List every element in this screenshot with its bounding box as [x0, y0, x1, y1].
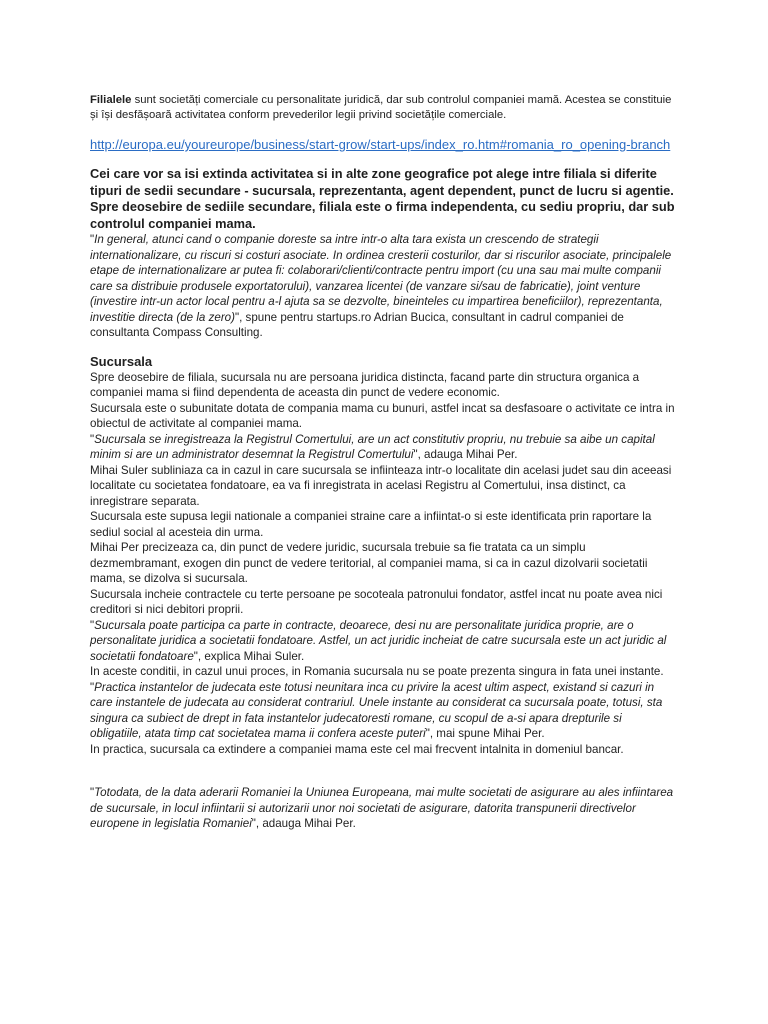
quote-bucica-text: In general, atunci cand o companie doreste sa intre intr-o alta tara exista un crescendo de strategii internationalizare, cu riscuri si costuri asociate. In ordinea cresterii costurilor, dar si riscurilor asociate, principalele etape de internationalizare ar putea fi: colaborari/clienti/contracte pentru import (cu una sau mai multe companii care sa distribuie produsele exportatorului), vanzarea licentei (de vanzare si/sau de fabricatie), joint venture (investire intr-un actor local pentru a-l ajuta sa se dezvolte, bineinteles cu impartirea beneficiilor), reprezentanta, investitie directa (de la zero): [90, 233, 672, 324]
section-heading-sucursala: Sucursala: [90, 353, 153, 369]
quote-practica-text: Practica instantelor de judecata este totusi neunitara inca cu privire la acest ultim aspect, existand si cazuri in care instantele de judecata au considerat contrariul. Unele instante au considerat ca sucursala poate, totusi, sta singura ca subiect de drept in fata instantelor judecatoresti romane, cu scopul de a-si apara drepturile si obligatiile, atata timp cat societatea mama ii confera aceste puteri: [90, 680, 663, 741]
quote-practica-attribution: ", mai spune Mihai Per.: [425, 727, 545, 741]
paragraph-4: Sucursala este supusa legii nationale a companiei straine care a infiintat-o si este identificata prin raportare la sediul social al acesteia din urma.: [90, 510, 652, 539]
quote-asigurare: "Totodata, de la data aderarii Romaniei la Uniunea Europeana, mai multe societati de asigurare au ales infiintarea de sucursale, in locul infiintarii si autorizarii unor noi societati de asigurare, datorita transpunerii directivelor europene in legislatia Romaniei", adauga Mihai Per.: [90, 786, 674, 831]
quote-registru-attribution: ", adauga Mihai Per.: [413, 448, 518, 462]
intro-lead-term: Filialele: [90, 94, 132, 106]
quote-asigurare-attribution: ", adauga Mihai Per.: [251, 817, 356, 831]
paragraph-1: Spre deosebire de filiala, sucursala nu are persoana juridica distincta, facand parte din structura organica a companiei mama si fiind dependenta de aceasta din punct de vedere economic.: [90, 370, 640, 400]
intro-text: sunt societăți comerciale cu personalitate juridică, dar sub controlul companiei mamă. Acestea se constituie și își desfășoară activitatea conform prevederilor legii privind societățile comerciale.: [90, 94, 672, 121]
quote-contracte: "Sucursala poate participa ca parte in contracte, deoarece, desi nu are personalitate juridica proprie, are o personalitate juridica a societatii fondatoare. Astfel, un act juridic incheiat de catre sucursala este un act juridic al societatii fondatoare", explica Mihai Suler.: [90, 618, 667, 663]
paragraph-3: Mihai Suler subliniaza ca in cazul in care sucursala se infiinteaza intr-o localitate din acelasi judet sau din aceeasi localitate cu societatea fondatoare, ea va fi inregistrata in acelasi Registru al Comertului, insa distinct, ca inregistrare separata.: [90, 463, 672, 508]
document-body: [90, 93, 675, 832]
quote-registru: "Sucursala se inregistreaza la Registrul Comertului, are un act constitutiv propriu, nu trebuie sa aibe un capital minim si are un administrator desemnat la Registrul Comertului", adauga Mihai Per.: [90, 432, 655, 462]
quote-registru-text: Sucursala se inregistreaza la Registrul Comertului, are un act constitutiv propriu, nu trebuie sa aibe un capital minim si are un administrator desemnat la Registrul Comertului: [90, 432, 655, 462]
paragraph-2: Sucursala este o subunitate dotata de compania mama cu bunuri, astfel incat sa desfasoare o activitate ce intra in obiectul de activitate al companiei mama.: [90, 401, 675, 431]
europa-link[interactable]: http://europa.eu/youreurope/business/start-grow/start-ups/index_ro.htm#romania_ro_opening-branch: [90, 137, 671, 152]
paragraph-7: In aceste conditii, in cazul unui proces, in Romania sucursala nu se poate prezenta singura in fata unei instante.: [90, 665, 664, 679]
quote-contracte-attribution: ", explica Mihai Suler.: [193, 649, 305, 663]
quote-practica: "Practica instantelor de judecata este totusi neunitara inca cu privire la acest ultim aspect, existand si cazuri in care instantele de judecata au considerat contrariul. Unele instante au considerat ca sucursala poate, totusi, sta singura ca subiect de drept in fata instantelor judecatoresti romane, cu scopul de a-si apara drepturile si obligatiile, atata timp cat societatea mama ii confera aceste puteri", mai spune Mihai Per.: [90, 680, 663, 741]
quote-contracte-text: Sucursala poate participa ca parte in contracte, deoarece, desi nu are personalitate juridica proprie, are o personalitate juridica a societatii fondatoare. Astfel, un act juridic incheiat de catre sucursala este un act juridic al societatii fondatoare: [90, 618, 667, 663]
paragraph-5: Mihai Per precizeaza ca, din punct de vedere juridic, sucursala trebuie sa fie tratata ca un simplu dezmembramant, exogen din punct de vedere teritorial, al companiei mama, si ca in cazul dizolvarii societatii mama, se dizolva si sucursala.: [90, 541, 648, 586]
paragraph-6: Sucursala incheie contractele cu terte persoane pe socoteala patronului fondator, astfel incat nu poate avea nici creditori si nici debitori proprii.: [90, 587, 663, 617]
intro-paragraph: [90, 93, 675, 123]
paragraph-8: In practica, sucursala ca extindere a companiei mama este cel mai frecvent intalnita in domeniul bancar.: [90, 742, 624, 756]
quote-bucica-attribution: ", spune pentru startups.ro Adrian Bucica, consultant in cadrul companiei de consultanta Compass Consulting.: [90, 310, 624, 340]
quote-bucica: "In general, atunci cand o companie doreste sa intre intr-o alta tara exista un crescendo de strategii internationalizare, cu riscuri si costuri asociate. In ordinea cresterii costurilor, dar si riscurilor asociate, principalele etape de internationalizare ar putea fi: colaborari/clienti/contracte pentru import (cu una sau mai multe companii care sa distribuie produsele exportatorului), vanzarea licentei (de vanzare si/sau de fabricatie), joint venture (investire intr-un actor local pentru a-l ajuta sa se dezvolte, bineinteles cu impartirea beneficiilor), reprezentanta, investitie directa (de la zero)", spune pentru startups.ro Adrian Bucica, consultant in cadrul companiei de consultanta Compass Consulting.: [90, 233, 672, 340]
bold-summary-paragraph: Cei care vor sa isi extinda activitatea si in alte zone geografice pot alege intre filiala si diferite tipuri de sedii secundare - sucursala, reprezentanta, agent dependent, punct de lucru si agentie. Spre deosebire de sediile secundare, filiala este o firma independenta, cu sediu propriu, dar sub controlul companiei mama.: [90, 166, 675, 231]
quote-asigurare-text: Totodata, de la data aderarii Romaniei la Uniunea Europeana, mai multe societati de asigurare au ales infiintarea de sucursale, in locul infiintarii si autorizarii unor noi societati de asigurare, datorita transpunerii directivelor europene in legislatia Romaniei: [90, 786, 674, 831]
